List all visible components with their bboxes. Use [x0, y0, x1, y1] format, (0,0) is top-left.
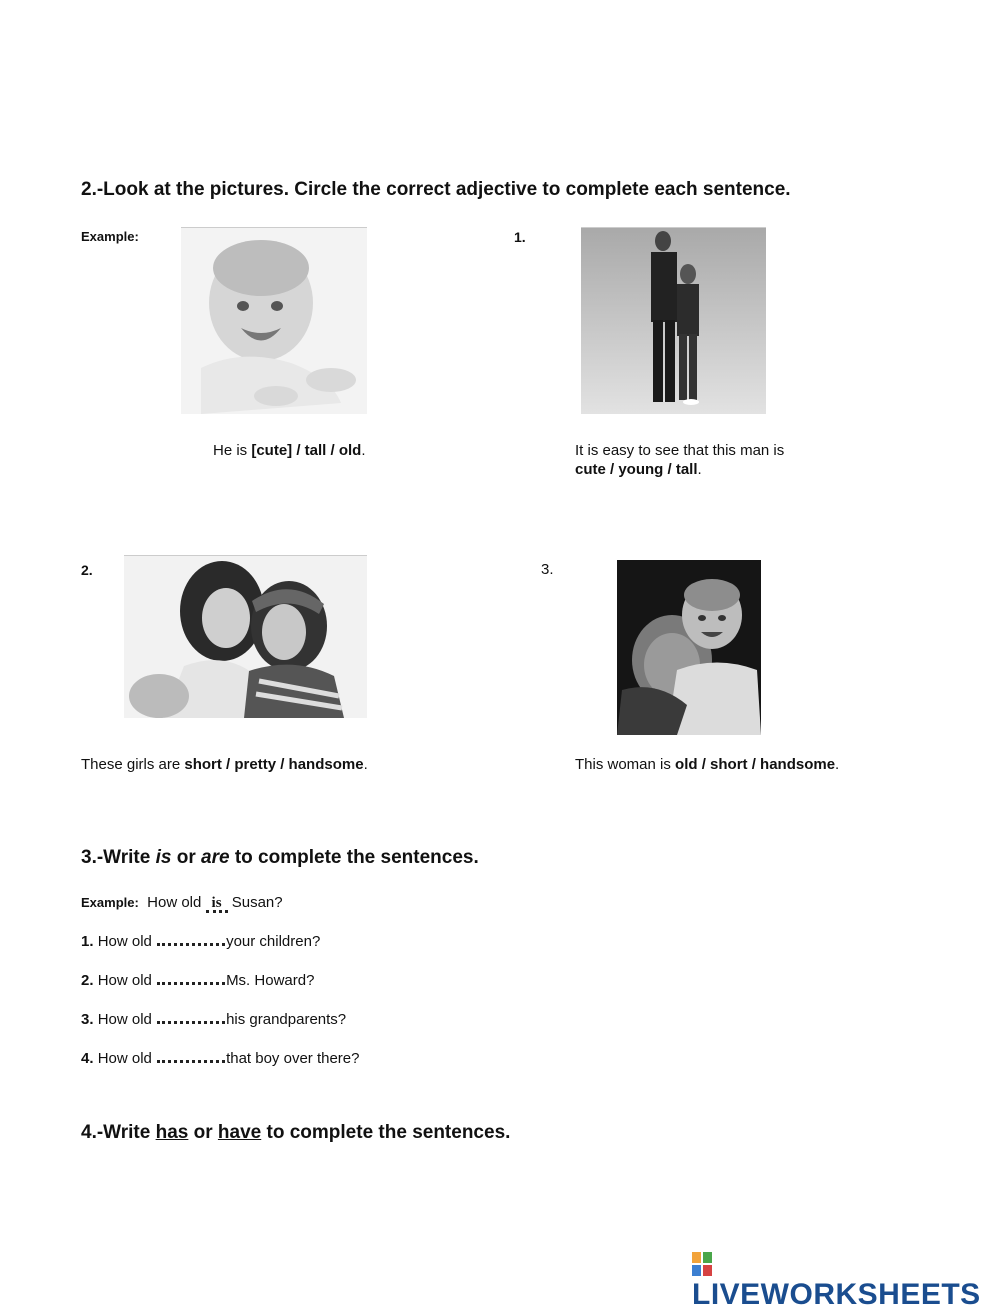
section-3-item-3: 3. How old his grandparents?: [81, 1011, 347, 1028]
girls-illustration: [124, 556, 367, 718]
item-2-sentence: These girls are short / pretty / handsome.: [81, 756, 368, 773]
logo-text: LIVEWORKSHEETS: [692, 1278, 981, 1311]
item-1-sentence-line1: It is easy to see that this man is: [575, 442, 785, 459]
answer-blank-2[interactable]: [157, 980, 225, 985]
man-woman-photo: [581, 227, 766, 414]
girls-photo: [124, 555, 367, 718]
example-sentence: He is [cute] / tall / old.: [213, 442, 366, 459]
item-1-sentence-line2: cute / young / tall.: [575, 461, 702, 478]
example-label: Example:: [81, 229, 139, 244]
section-3-item-1: 1. How old your children?: [81, 933, 321, 950]
answer-blank-1[interactable]: [157, 941, 225, 946]
item-3-sentence: This woman is old / short / handsome.: [575, 756, 840, 773]
item-2-label: 2.: [81, 562, 93, 578]
section-3-item-4: 4. How old that boy over there?: [81, 1050, 360, 1067]
liveworksheets-logo: [692, 1252, 1000, 1312]
section-4-title: 4.-Write has or have to complete the sentences.: [81, 1122, 511, 1143]
section-3-example: Example: How old is Susan?: [81, 894, 283, 911]
logo-blocks-icon: [692, 1252, 712, 1276]
example-answer: is: [206, 896, 228, 913]
item-3-label: 3.: [541, 561, 554, 578]
section-3-item-2: 2. How old Ms. Howard?: [81, 972, 315, 989]
grandmother-child-photo: [617, 560, 761, 735]
grandmother-child-illustration: [617, 560, 761, 735]
section-3-title: 3.-Write is or are to complete the sentences.: [81, 847, 479, 868]
answer-blank-4[interactable]: [157, 1058, 225, 1063]
answer-blank-3[interactable]: [157, 1019, 225, 1024]
man-woman-illustration: [581, 228, 766, 414]
baby-photo: [181, 227, 367, 414]
section-2-title: 2.-Look at the pictures. Circle the correct adjective to complete each sentence.: [81, 179, 791, 200]
item-1-label: 1.: [514, 229, 526, 245]
baby-photo-illustration: [181, 228, 367, 414]
